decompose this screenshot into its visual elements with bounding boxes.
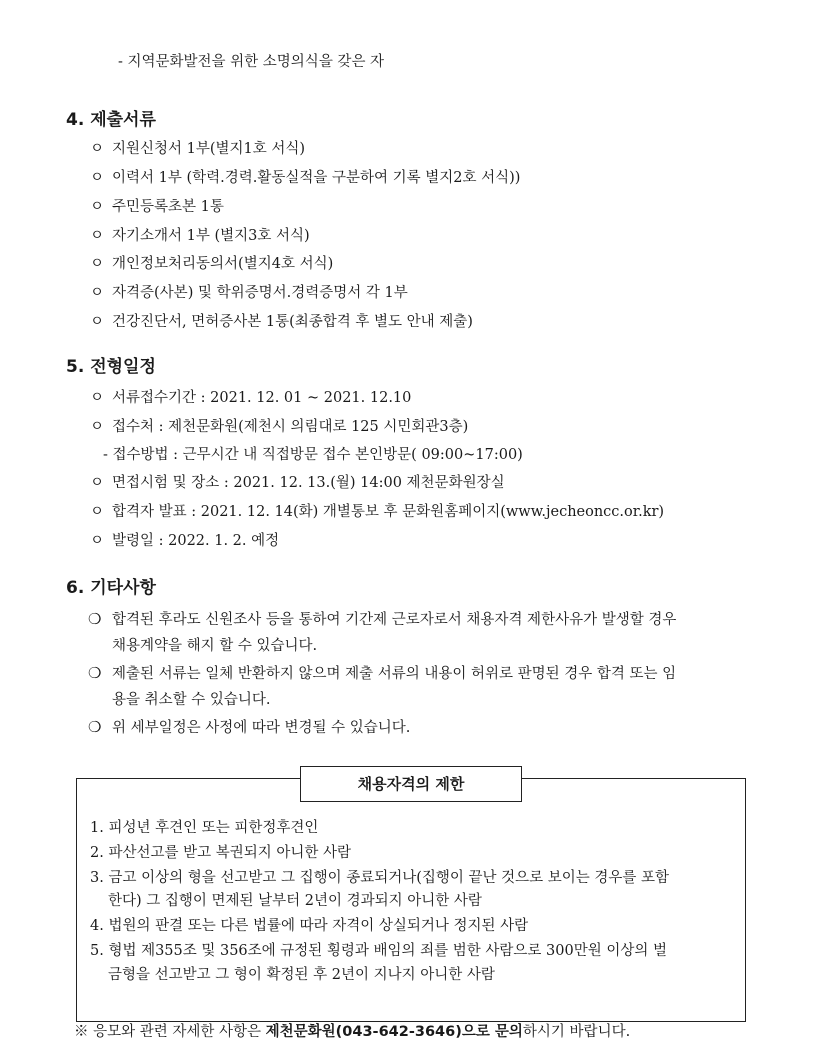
bullet-icon: ㅇ [90, 314, 105, 330]
section5-item-text: 서류접수기간 : 2021. 12. 01 ~ 2021. 12.10 [112, 390, 412, 406]
section6-item-continuation: 채용계약을 해지 할 수 있습니다. [112, 638, 318, 654]
restriction-item: 3. 금고 이상의 형을 선고받고 그 집행이 종료되거나(집행이 끝난 것으로 보이는 경우를 포함 [90, 870, 670, 886]
restriction-item-continuation: 한다) 그 집행이 면제된 날부터 2년이 경과되지 아니한 사람 [108, 893, 482, 909]
section4-item [90, 283, 408, 303]
circle-bullet-icon: ❍ [88, 718, 102, 736]
section6-item [88, 717, 410, 738]
section5-item-text: 면접시험 및 장소 : 2021. 12. 13.(월) 14:00 제천문화원장실 [112, 475, 505, 491]
bullet-icon: ㅇ [90, 390, 105, 406]
section4-item [90, 197, 224, 217]
section4-item [90, 168, 520, 188]
section4-item-text: 개인정보처리동의서(별지4호 서식) [112, 256, 334, 272]
bullet-icon: ㅇ [90, 285, 105, 301]
section6-item-text: 합격된 후라도 신원조사 등을 통하여 기간제 근로자로서 채용자격 제한사유가 발생할 경우 [112, 612, 677, 628]
bullet-icon: ㅇ [90, 419, 105, 435]
section5-item [90, 417, 468, 437]
section5-item [90, 502, 664, 522]
section4-item-text: 이력서 1부 (학력.경력.활동실적을 구분하여 기록 별지2호 서식)) [112, 170, 521, 186]
section6-item-text: 제출된 서류는 일체 반환하지 않으며 제출 서류의 내용이 허위로 판명된 경우 합격 또는 임 [112, 666, 677, 682]
footer-note-suffix: 하시기 바랍니다. [522, 1024, 631, 1040]
section5-sub-item: - 접수방법 : 근무시간 내 직접방문 접수 본인방문( 09:00~17:00) [103, 447, 523, 463]
restriction-item: 4. 법원의 판결 또는 다른 법률에 따라 자격이 상실되거나 정지된 사람 [90, 918, 529, 934]
section4-item-text: 건강진단서, 면허증사본 1통(최종합격 후 별도 안내 제출) [112, 314, 473, 330]
circle-bullet-icon: ❍ [88, 664, 102, 682]
section4-item-text: 자격증(사본) 및 학위증명서.경력증명서 각 1부 [112, 285, 408, 301]
section5-item [90, 531, 279, 551]
intro-dash-line: - 지역문화발전을 위한 소명의식을 갖은 자 [118, 54, 385, 70]
restriction-box-title: 채용자격의 제한 [300, 766, 522, 802]
section4-item-text: 주민등록초본 1통 [112, 199, 224, 215]
footer-note-contact: 제천문화원(043-642-3646)으로 문의 [265, 1024, 523, 1040]
section5-item-text: 접수처 : 제천문화원(제천시 의림대로 125 시민회관3층) [112, 419, 469, 435]
section5-title: 5. 전형일정 [66, 357, 156, 377]
section6-item-continuation: 용을 취소할 수 있습니다. [112, 692, 271, 708]
section5-item-text: 합격자 발표 : 2021. 12. 14(화) 개별통보 후 문화원홈페이지(www.jecheoncc.or.kr) [112, 504, 665, 520]
bullet-icon: ㅇ [90, 228, 105, 244]
restriction-item: 2. 파산선고를 받고 복권되지 아니한 사람 [90, 845, 351, 861]
bullet-icon: ㅇ [90, 475, 105, 491]
restriction-item: 5. 형법 제355조 및 356조에 규정된 횡령과 배임의 죄를 범한 사람으로 300만원 이상의 벌 [90, 943, 667, 959]
restriction-item-continuation: 금형을 선고받고 그 형이 확정된 후 2년이 지나지 아니한 사람 [108, 967, 495, 983]
section6-title: 6. 기타사항 [66, 578, 156, 598]
circle-bullet-icon: ❍ [88, 610, 102, 628]
bullet-icon: ㅇ [90, 533, 105, 549]
section5-item [90, 473, 505, 493]
section6-item-text: 위 세부일정은 사정에 따라 변경될 수 있습니다. [112, 720, 411, 736]
bullet-icon: ㅇ [90, 256, 105, 272]
section4-item [90, 139, 305, 159]
section4-item [90, 254, 333, 274]
section4-item [90, 226, 310, 246]
section4-item [90, 312, 473, 332]
section4-item-text: 지원신청서 1부(별지1호 서식) [112, 141, 306, 157]
section6-item [88, 609, 676, 630]
section5-item [90, 388, 411, 408]
restriction-item: 1. 피성년 후견인 또는 피한정후견인 [90, 820, 319, 836]
section5-item-text: 발령일 : 2022. 1. 2. 예정 [112, 533, 280, 549]
section6-item [88, 663, 676, 684]
footer-note-prefix: ※ 응모와 관련 자세한 사항은 [74, 1024, 266, 1040]
section4-item-text: 자기소개서 1부 (별지3호 서식) [112, 228, 310, 244]
bullet-icon: ㅇ [90, 141, 105, 157]
section4-title: 4. 제출서류 [66, 110, 156, 130]
bullet-icon: ㅇ [90, 199, 105, 215]
footer-note [74, 1022, 630, 1042]
bullet-icon: ㅇ [90, 170, 105, 186]
bullet-icon: ㅇ [90, 504, 105, 520]
